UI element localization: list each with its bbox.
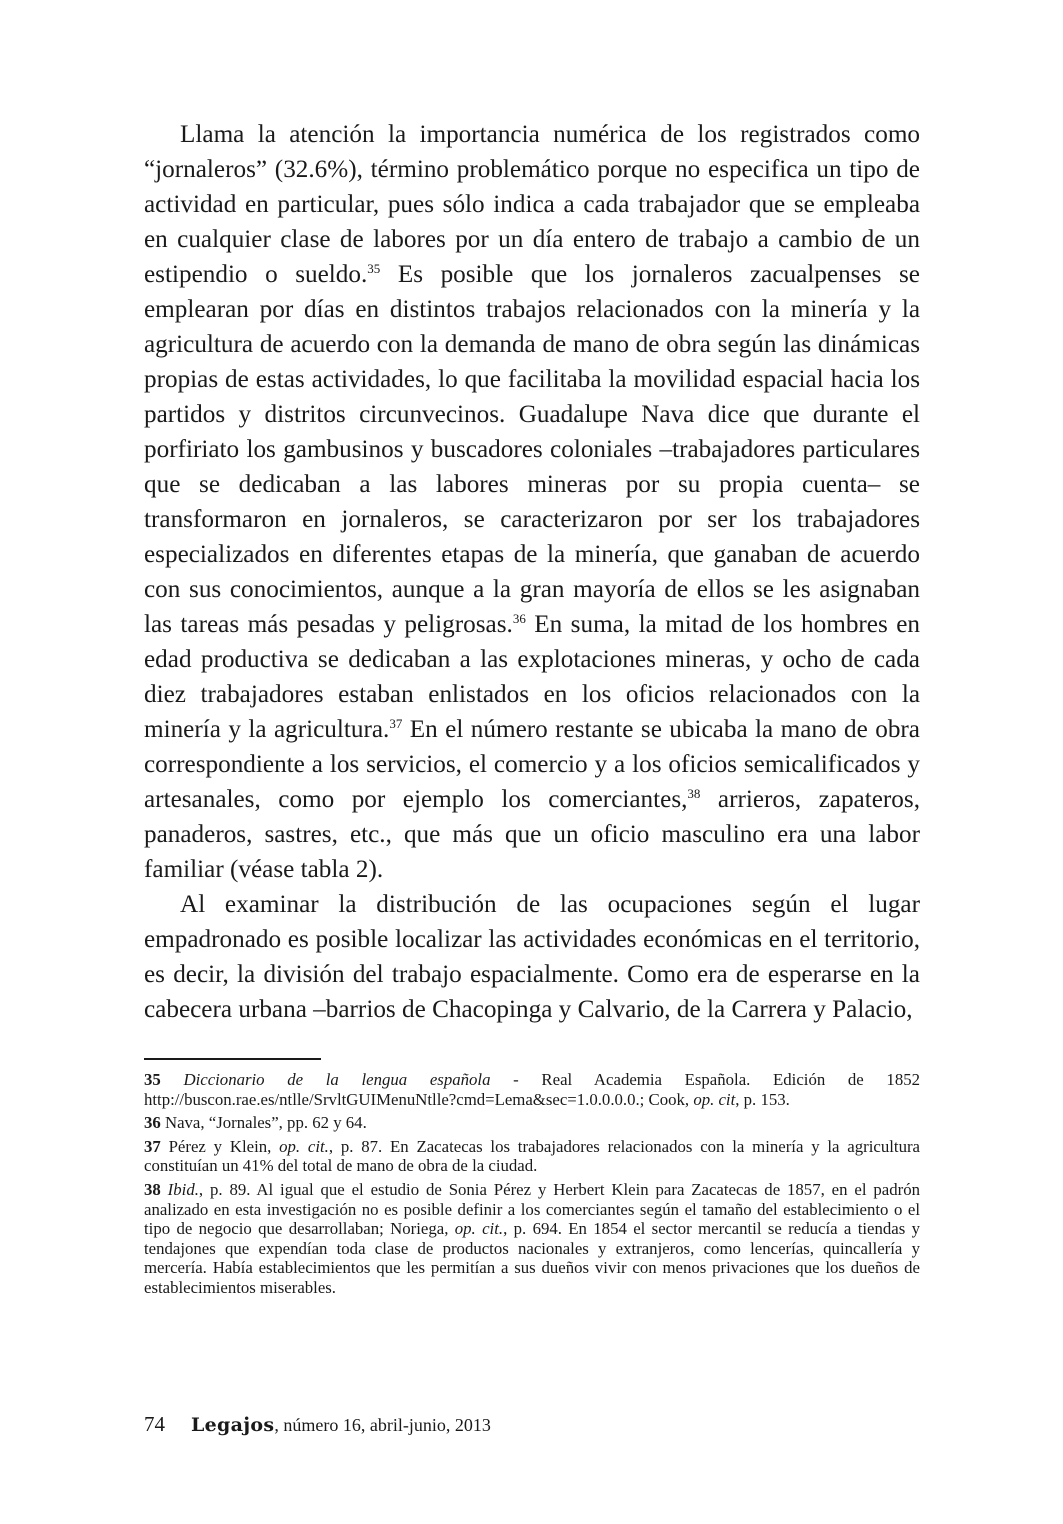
text-run: En el número restante se ubicaba la mano de obra correspondiente a los servicios, el comercio y a los oficios semicalificados y artesanales, como por ejemplo los comerciantes, <box>144 716 920 813</box>
footnote-38 <box>144 1180 920 1298</box>
italic-run: Ibid. <box>167 1179 199 1199</box>
italic-run: op. cit <box>693 1089 736 1109</box>
text-run: arrieros, zapateros, panaderos, sastres, etc., que más que un oficio masculino era una labor familiar (véase tabla 2). <box>144 786 920 883</box>
footnote-ref-38[interactable]: 38 <box>687 786 701 801</box>
page-number: 74 <box>144 1412 165 1436</box>
paragraph-2 <box>144 887 920 1027</box>
italic-run: op. cit. <box>279 1136 329 1156</box>
footnote-36 <box>144 1113 920 1133</box>
text-run: Pérez y Klein, <box>160 1136 280 1156</box>
footnote-number: 37 <box>144 1136 161 1156</box>
text-run: , p. 153. <box>735 1089 790 1109</box>
text-run: , p. 89. Al igual que el estudio de Sonia Pérez y Herbert Klein para Zacatecas de 1857, en el padrón analizado en esta investigación no es posible definir a los comerciantes según el tamaño del establecimiento o el tipo de negocio que desarrollaban; Noriega, <box>144 1179 920 1239</box>
footnote-35 <box>144 1070 920 1109</box>
italic-run: op. cit. <box>454 1219 504 1239</box>
issue-info: , número 16, abril-junio, 2013 <box>274 1415 491 1435</box>
text-run: Nava, “Jornales”, pp. 62 y 64. <box>160 1113 367 1133</box>
footnote-ref-37[interactable]: 37 <box>389 716 403 731</box>
text-run: Es posible que los jornaleros zacualpenses se emplearan por días en distintos trabajos relacionados con la minería y la agricultura de acuerdo con la demanda de mano de obra según las dinámicas propias de estas actividades, lo que facilitaba la movilidad espacial hacia los partidos y distritos circunvecinos. Guadalupe Nava dice que durante el porfiriato los gambusinos y buscadores coloniales –trabajadores particulares que se dedicaban a las labores mineras por su propia cuenta– se transformaron en jornaleros, se caracterizaron por ser los trabajadores especializados en diferentes etapas de la minería, que ganaban de acuerdo con sus conocimientos, aunque a la gran mayoría de ellos se les asignaban las tareas más pesadas y peligrosas. <box>144 261 920 638</box>
text-run: En suma, la mitad de los hombres en edad productiva se dedicaban a las explotaciones mineras, y ocho de cada diez trabajadores estaban enlistados en los oficios relacionados con la minería y la agricultura. <box>144 611 920 743</box>
text-run <box>161 1180 168 1199</box>
footnote-37 <box>144 1137 920 1176</box>
paragraph-1 <box>144 117 920 887</box>
text-run: Al examinar la distribución de las ocupaciones según el lugar empadronado es posible localizar las actividades económicas en el territorio, es decir, la división del trabajo espacialmente. Como era de esperarse en la cabecera urbana –barrios de Chacopinga y Calvario, de la Carrera y Palacio, <box>144 891 920 1023</box>
footnote-number: 36 <box>144 1113 161 1133</box>
text-run: - Real Academia Española. Edición de 1852 http://buscon.rae.es/ntlle/SrvltGUIMenuNtlle?cmd=Lema&sec=1.0.0.0.0.; Cook, <box>144 1070 920 1109</box>
footnote-ref-35[interactable]: 35 <box>367 261 381 276</box>
italic-run: Diccionario de la lengua española <box>183 1070 491 1089</box>
footnote-number: 35 <box>144 1070 161 1089</box>
journal-name: Legajos <box>191 1414 275 1436</box>
footnote-divider <box>144 1058 321 1060</box>
text-run: , p. 694. En 1854 el sector mercantil se reducía a tiendas y tendajones que expendían toda clase de productos nacionales y extranjeros, como lencerías, quincallería y mercería. Había establecimientos que les permitían a sus dueños vivir con menos privaciones que los dueños de establecimientos miserables. <box>144 1219 921 1297</box>
text-run: Llama la atención la importancia numérica de los registrados como “jornaleros” (32.6%), término problemático porque no especifica un tipo de actividad en particular, pues sólo indica a cada trabajador que se empleaba en cualquier clase de labores por un día entero de trabajo a cambio de un estipendio o sueldo. <box>144 121 920 288</box>
body-text <box>144 117 920 1027</box>
text-run: , p. 87. En Zacatecas los trabajadores relacionados con la minería y la agricultura constituían un 41% del total de mano de obra de la ciudad. <box>144 1136 920 1176</box>
footnote-ref-36[interactable]: 36 <box>512 611 526 626</box>
footnotes <box>144 1070 920 1298</box>
page-footer <box>144 1411 491 1438</box>
footnote-number: 38 <box>144 1179 161 1199</box>
